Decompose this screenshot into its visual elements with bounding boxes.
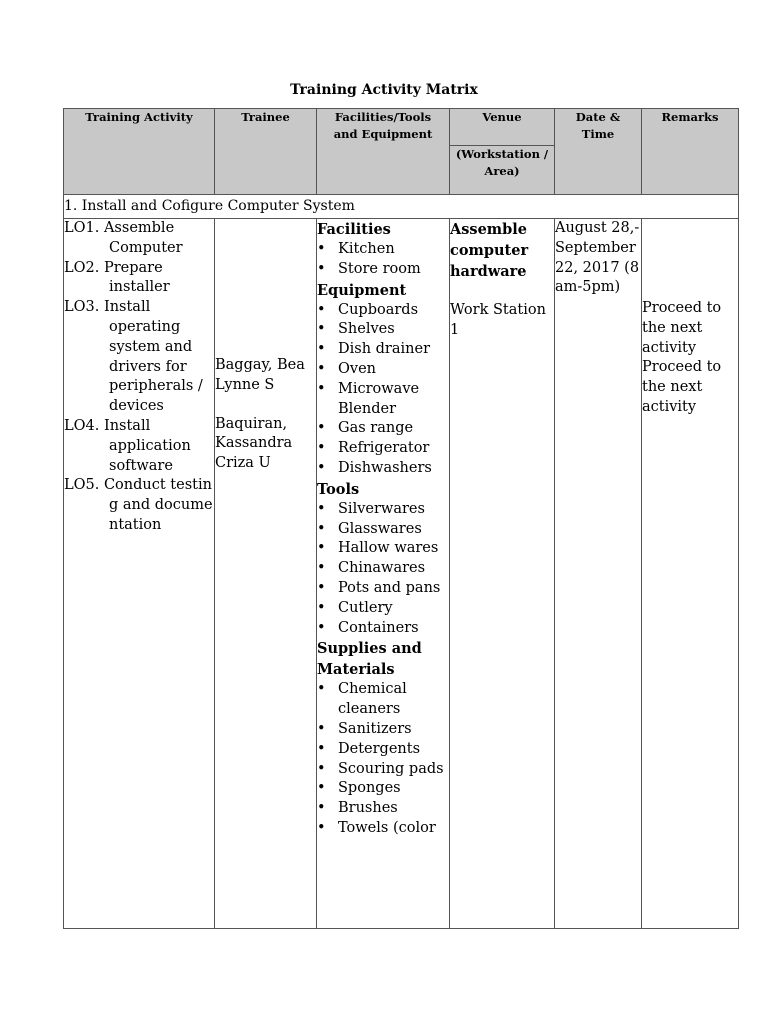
list-item: • Containers — [317, 619, 449, 639]
header-venue: Venue — [450, 109, 555, 146]
document-title: Training Activity Matrix — [290, 82, 478, 98]
venue-activity: Assemble computer hardware — [450, 221, 529, 280]
remark-item: Proceed to the next activity — [642, 300, 722, 356]
activity-item: LO1. Assemble Computer — [64, 220, 183, 256]
list-item: • Sponges — [317, 779, 449, 799]
list-item: • Gas range — [317, 419, 449, 439]
list-item: • Chinawares — [317, 559, 449, 579]
activity-item: LO3. Install operating system and drivers for peripherals / devices — [64, 299, 203, 415]
training-activity-table — [63, 108, 739, 929]
list-item: • Towels (color — [317, 819, 449, 839]
list-item: • Microwave Blender — [317, 380, 449, 420]
remark-item: Proceed to the next activity — [642, 359, 722, 415]
tools-label: Tools — [317, 480, 360, 498]
list-item: • Scouring pads — [317, 760, 449, 780]
list-item: • Cupboards — [317, 301, 449, 321]
equipment-label: Equipment — [317, 281, 407, 299]
list-item: • Pots and pans — [317, 579, 449, 599]
list-item: • Chemical cleaners — [317, 680, 449, 720]
header-trainee: Trainee — [215, 109, 317, 195]
list-item: • Dish drainer — [317, 340, 449, 360]
header-facilities: Facilities/Tools and Equipment — [317, 109, 450, 195]
list-item: • Kitchen — [317, 240, 449, 260]
list-item: • Sanitizers — [317, 720, 449, 740]
header-remarks: Remarks — [642, 109, 739, 195]
list-item: • Hallow wares — [317, 539, 449, 559]
list-item: • Detergents — [317, 740, 449, 760]
venue-cell — [450, 219, 555, 929]
trainee-name: Baggay, Bea Lynne S — [215, 357, 305, 393]
venue-station: Work Station 1 — [450, 302, 546, 338]
date-time-cell: August 28,-September 22, 2017 (8am-5pm) — [555, 219, 642, 929]
list-item: • Brushes — [317, 799, 449, 819]
list-item: • Shelves — [317, 320, 449, 340]
remarks-cell — [642, 219, 739, 929]
facilities-cell — [317, 219, 450, 929]
trainees-cell — [215, 219, 317, 929]
list-item: • Oven — [317, 360, 449, 380]
section-title: 1. Install and Cofigure Computer System — [64, 195, 739, 219]
header-venue-sub: (Workstation / Area) — [450, 146, 555, 195]
header-training-activity: Training Activity — [64, 109, 215, 195]
activity-item: LO2. Prepare installer — [64, 259, 170, 296]
list-item: • Cutlery — [317, 599, 449, 619]
list-item: • Refrigerator — [317, 439, 449, 459]
facilities-label: Facilities — [317, 221, 391, 238]
trainee-name: Baquiran, Kassandra Criza U — [215, 415, 293, 472]
supplies-label: Supplies and Materials — [317, 640, 422, 679]
list-item: • Glasswares — [317, 520, 449, 540]
list-item: • Store room — [317, 260, 449, 280]
activity-item: LO5. Conduct testing and documentation — [64, 477, 213, 533]
list-item: • Dishwashers — [317, 459, 449, 479]
activities-cell — [64, 219, 215, 929]
list-item: • Silverwares — [317, 500, 449, 520]
header-date-time: Date & Time — [555, 109, 642, 195]
activity-item: LO4. Install application software — [64, 417, 191, 474]
